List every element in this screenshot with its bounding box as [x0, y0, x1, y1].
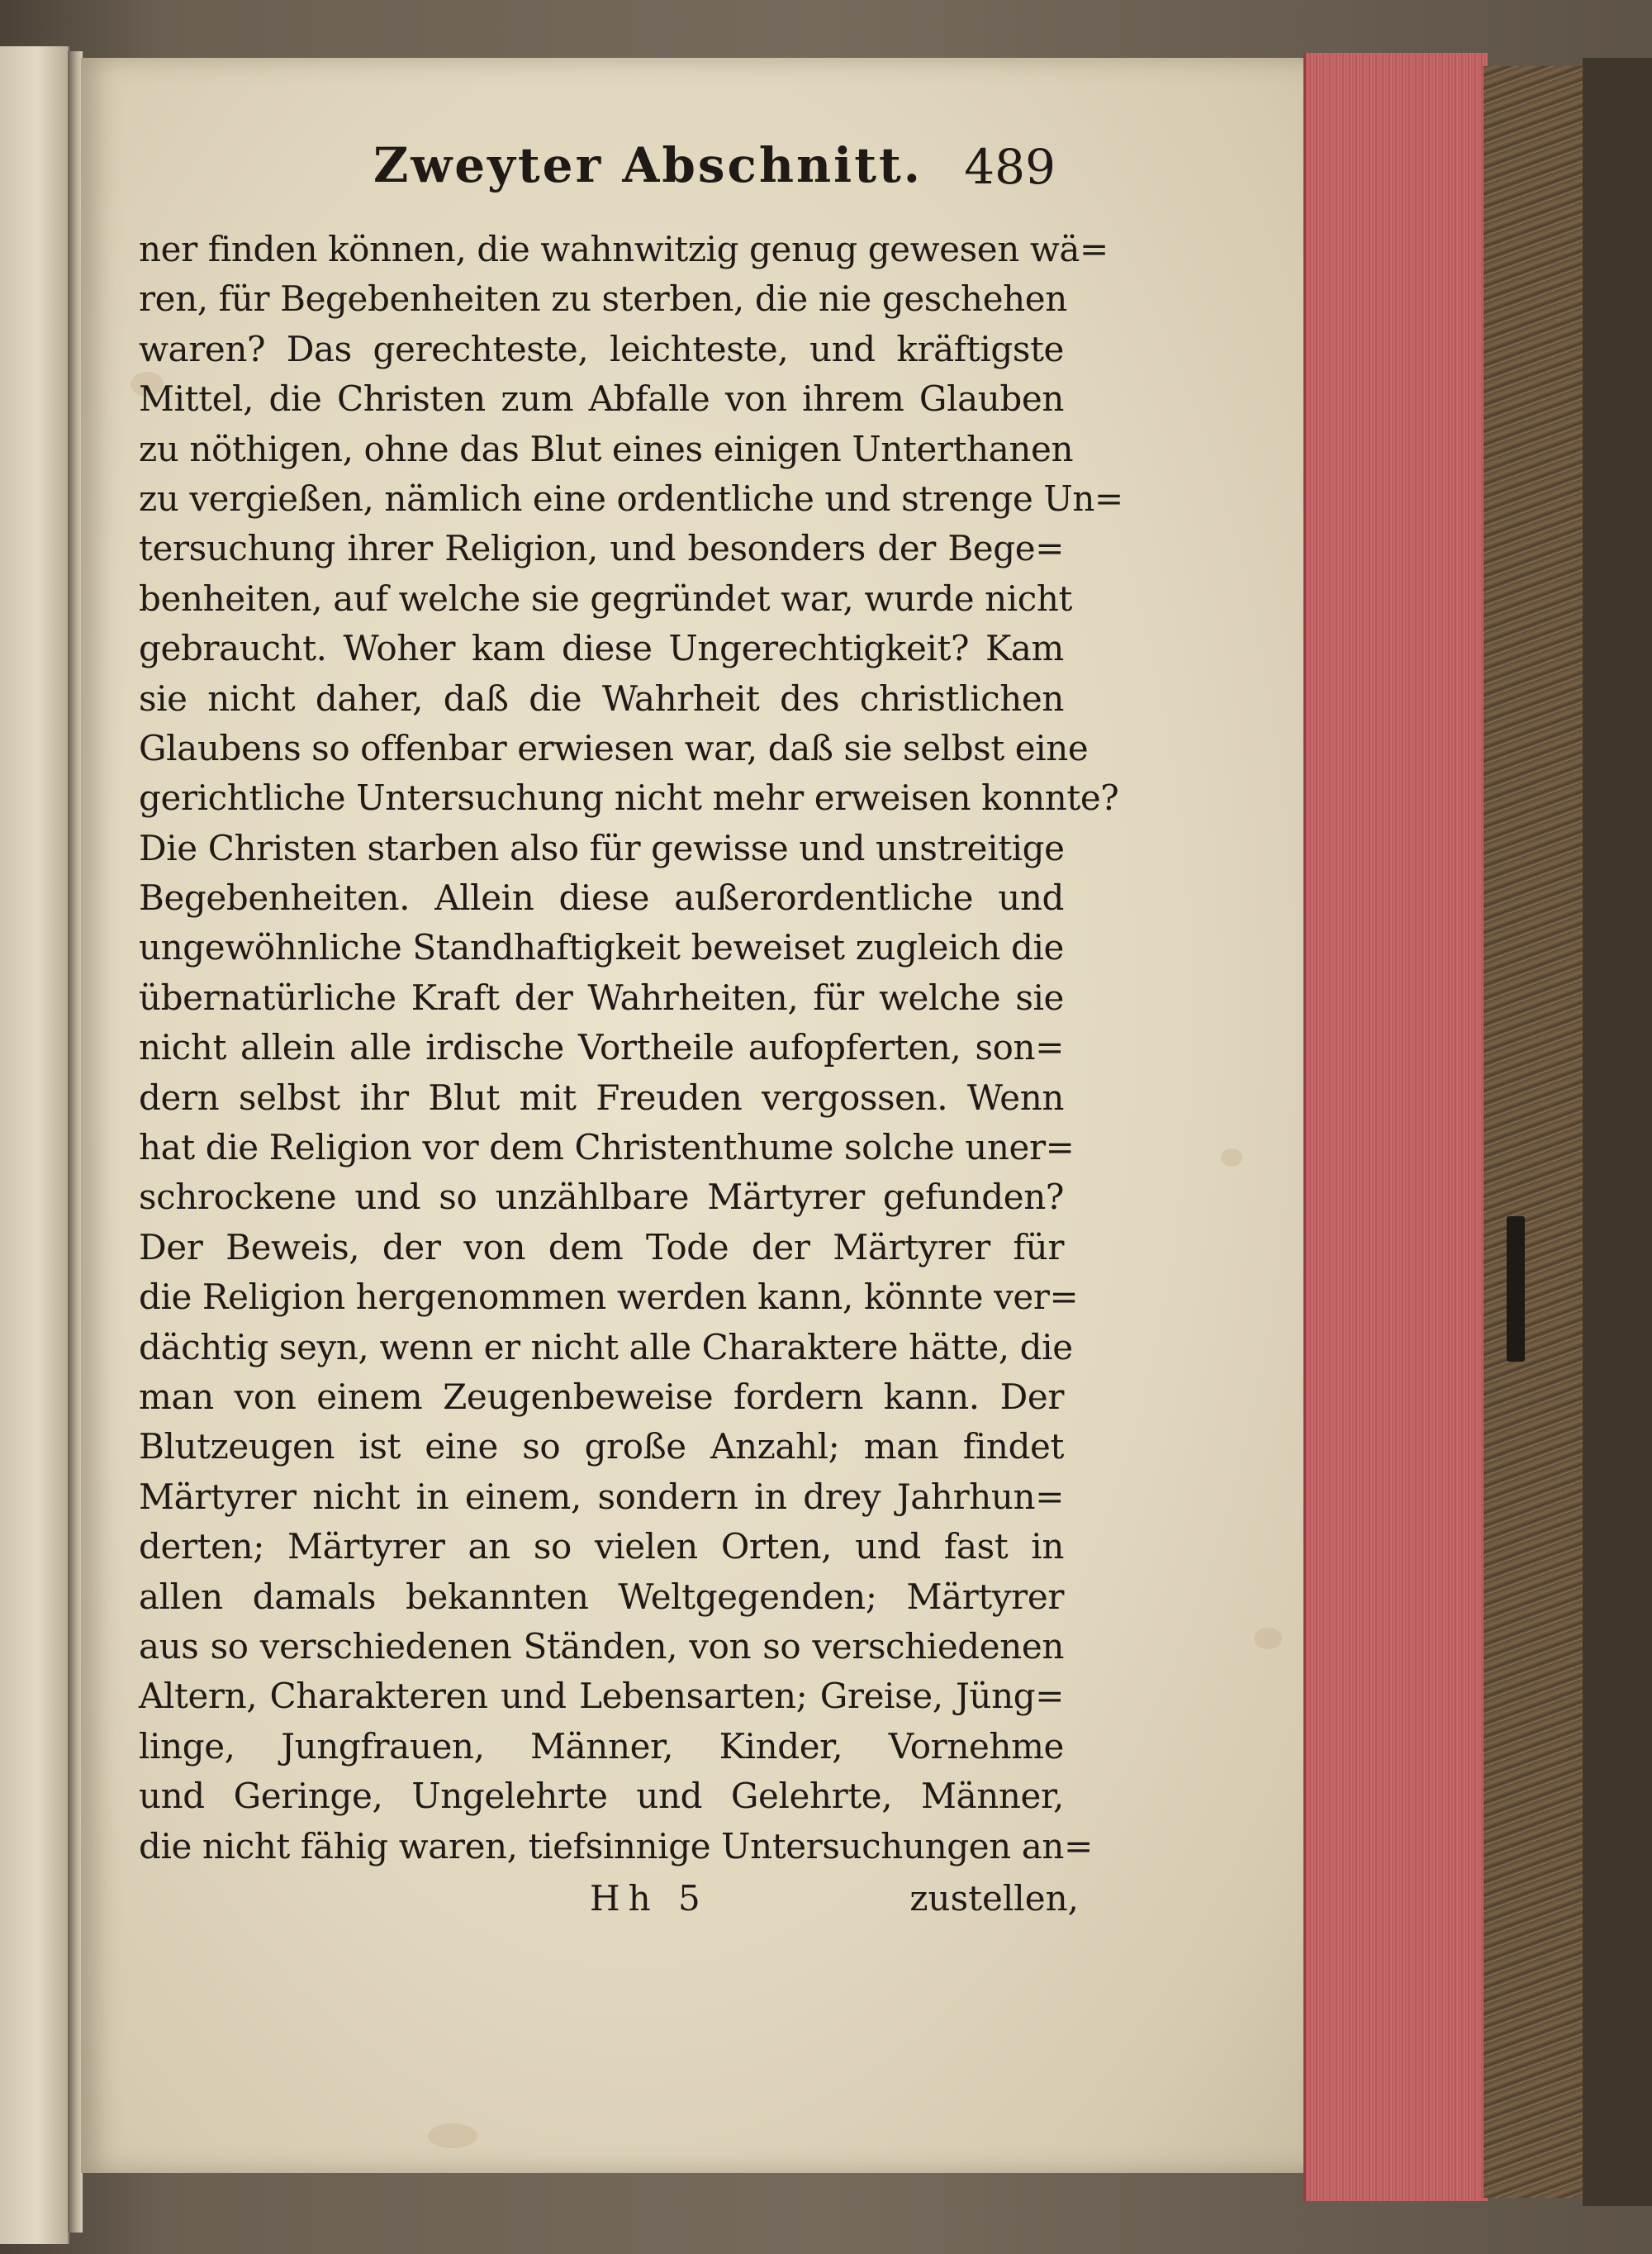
- running-head-title: Zweyter Abschnitt.: [373, 137, 923, 193]
- text-line: Glaubens so offenbar erwiesen war, daß sie selbst eine: [139, 727, 1089, 768]
- text-line: Mittel, die Christen zum Abfalle von ihrem Glauben: [139, 378, 1064, 420]
- text-line: aus so verschiedenen Ständen, von so verschiedenen: [139, 1625, 1064, 1667]
- text-line: allen damals bekannten Weltgegenden; Märtyrer: [139, 1576, 1064, 1617]
- text-line: ner finden können, die wahnwitzig genug gewesen wä=: [139, 229, 1108, 269]
- text-line: Begebenheiten. Allein diese außerordentliche und: [139, 877, 1064, 919]
- catchword: zustellen,: [909, 1877, 1079, 1919]
- text-line: die nicht fähig waren, tiefsinnige Untersuchungen an=: [139, 1825, 1093, 1866]
- text-line: linge, Jungfrauen, Männer, Kinder, Vornehme: [139, 1725, 1064, 1767]
- text-line: gerichtliche Untersuchung nicht mehr erweisen konnte?: [139, 777, 1119, 819]
- foxing-spot: [1254, 1628, 1282, 1649]
- text-line: Die Christen starben also für gewisse und unstreitige: [139, 827, 1065, 868]
- text-line: dern selbst ihr Blut mit Freuden vergossen. Wenn: [139, 1077, 1064, 1118]
- marbled-cover-board: [1483, 66, 1583, 2198]
- signature-mark: Hh 5: [590, 1877, 709, 1919]
- text-line: waren? Das gerechteste, leichteste, und kräftigste: [139, 328, 1064, 369]
- text-line: sie nicht daher, daß die Wahrheit des christlichen: [139, 678, 1064, 719]
- page-number: 489: [964, 139, 1056, 195]
- body-text: [139, 225, 1123, 1871]
- text-line: Altern, Charakteren und Lebensarten; Greise, Jüng=: [139, 1676, 1064, 1717]
- text-line: dächtig seyn, wenn er nicht alle Charaktere hätte, die: [139, 1326, 1073, 1367]
- text-line: benheiten, auf welche sie gegründet war, wurde nicht: [139, 578, 1073, 619]
- text-line: gebraucht. Woher kam diese Ungerechtigkeit? Kam: [139, 628, 1064, 669]
- text-line: ungewöhnliche Standhaftigkeit beweiset zugleich die: [139, 927, 1064, 968]
- text-line: derten; Märtyrer an so vielen Orten, und fast in: [139, 1526, 1064, 1567]
- foxing-spot: [1221, 1148, 1242, 1167]
- text-line: nicht allein alle irdische Vortheile aufopferten, son=: [139, 1027, 1064, 1068]
- foxing-spot: [428, 2123, 477, 2148]
- text-line: man von einem Zeugenbeweise fordern kann. Der: [139, 1376, 1064, 1417]
- text-line: Der Beweis, der von dem Tode der Märtyrer für: [139, 1226, 1064, 1267]
- text-line: und Geringe, Ungelehrte und Gelehrte, Männer,: [139, 1776, 1064, 1817]
- left-page-edge: [0, 46, 69, 2244]
- text-line: zu nöthigen, ohne das Blut eines einigen Unterthanen: [139, 428, 1074, 469]
- text-line: zu vergießen, nämlich eine ordentliche und strenge Un=: [139, 478, 1123, 519]
- text-line: die Religion hergenommen werden kann, könnte ver=: [139, 1277, 1079, 1318]
- text-line: übernatürliche Kraft der Wahrheiten, für welche sie: [139, 977, 1064, 1018]
- running-head: [139, 132, 1064, 212]
- red-page-edges: [1303, 53, 1488, 2201]
- text-line: hat die Religion vor dem Christenthume solche uner=: [139, 1127, 1075, 1168]
- text-line: Märtyrer nicht in einem, sondern in drey Jahrhun=: [139, 1476, 1064, 1517]
- cover-clasp: [1507, 1216, 1525, 1362]
- text-line: tersuchung ihrer Religion, und besonders der Bege=: [139, 528, 1064, 569]
- text-line: ren, für Begebenheiten zu sterben, die nie geschehen: [139, 278, 1067, 320]
- page-footer: [139, 1875, 1079, 1929]
- text-line: Blutzeugen ist eine so große Anzahl; man findet: [139, 1426, 1064, 1467]
- text-line: schrockene und so unzählbare Märtyrer gefunden?: [139, 1177, 1064, 1218]
- cover-edge: [1583, 58, 1652, 2206]
- page-text-block: [139, 132, 1123, 1929]
